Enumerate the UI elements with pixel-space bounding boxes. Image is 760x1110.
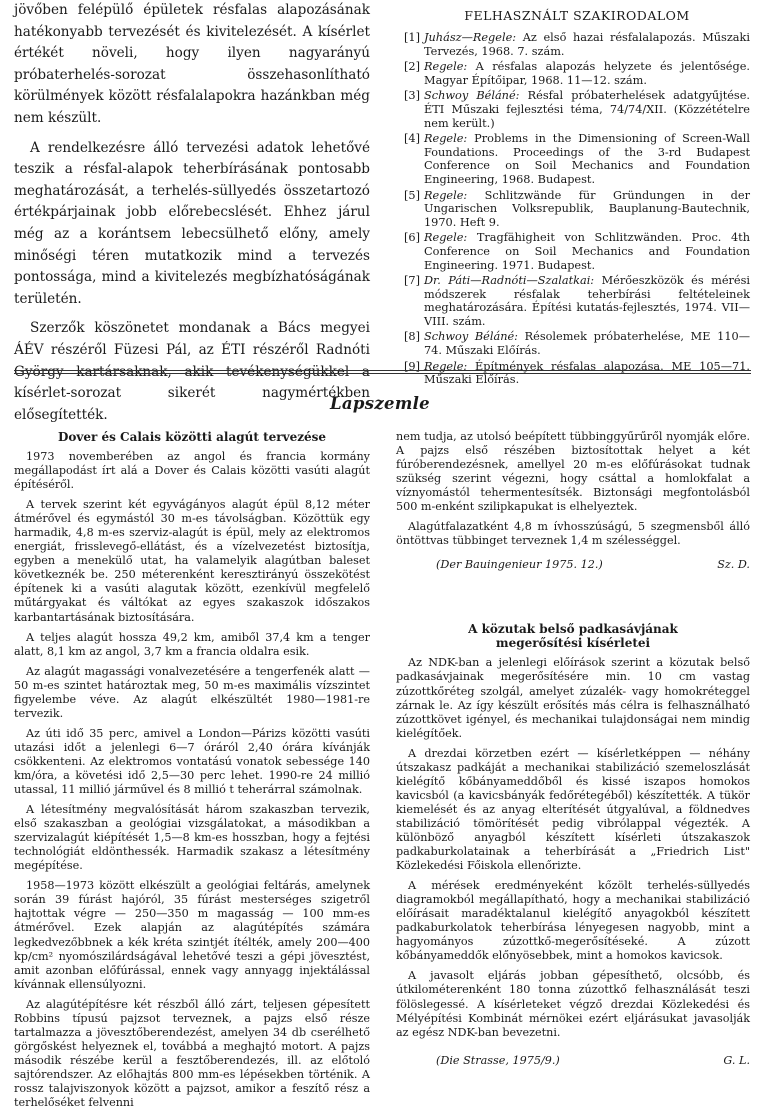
article-source: (Die Strasse, 1975/9.) (436, 1053, 560, 1067)
reference-citation: Schlitzwände für Gründungen in der Ungarischen Volksrepublik, Bauplanung-Bautechnik, 1970. Heft 9. (424, 188, 750, 229)
reference-text (424, 189, 750, 230)
article-source: (Der Bauingenieur 1975. 12.) (436, 558, 603, 572)
paragraph: nem tudja, az utolsó beépített tübbinggyűrűről nyomják előre. A pajzs első részében biztosítottak helyet a két fúróberendezésnek, amellyel 20 m-es előfúrásokat tudnak szükség szerint végezni, hogy csáttal a homlokfalat a víznyomástól tehermentesítsék. Biztonsági megfontolásból 500 m-enként szilipkapukat is elhelyeztek. (396, 430, 750, 514)
paragraph: 1958—1973 között elkészült a geológiai feltárás, amelynek során 39 fúrást hajóról, 35 fúrást mesterséges szigetről hajtottak végre — 250—350 m magasság — 100 mm-es átmérővel. Ezek alapján az alagútépítés számára legkedvezőbbnek a kék kréta szintjét ítélték, amely 200—400 kp/cm² nyomószilárdságával lehetővé teszi a gépi jövesztést, amit azonban előfúrással, ennek vagy annyagg injektálással kívánnak ellensúlyozni. (14, 879, 370, 991)
reference-number: [4] (404, 132, 421, 146)
reference-item (404, 189, 750, 230)
article-title: Dover és Calais közötti alagút tervezése (57, 430, 327, 444)
reference-author: Schwoy Béláné: (424, 330, 518, 344)
article-signature: G. L. (723, 1053, 750, 1067)
reference-number: [2] (404, 60, 421, 74)
reference-author: Regele: (424, 359, 468, 373)
references-list (404, 31, 750, 387)
reference-text (424, 89, 750, 130)
reference-number: [6] (404, 231, 421, 245)
divider (14, 370, 751, 371)
reference-number: [9] (404, 359, 421, 373)
reference-number: [7] (404, 274, 421, 288)
paragraph: Az úti idő 35 perc, amivel a London—Párizs közötti vasúti utazási időt a jelenlegi 6—7 óráról 2,40 órára kívánják csökkenteni. Az elektromos vontatású vonatok sebessége 140 km/óra, a követési idő 2,5—30 perc lehet. 1990-re 24 millió utassal, 11 millió járművel és 8 millió t teherárral számolnak. (14, 726, 370, 797)
article-body (396, 656, 750, 1039)
reference-author: Dr. Páti—Radnóti—Szalatkai: (424, 274, 595, 288)
reference-author: Regele: (424, 132, 468, 146)
reference-number: [5] (404, 188, 421, 202)
paragraph: A teljes alagút hossza 49,2 km, amiből 37,4 km a tenger alatt, 8,1 km az angol, 3,7 km a francia oldalra esik. (14, 630, 370, 658)
paragraph: A rendelkezésre álló tervezési adatok lehetővé teszik a résfal-alapok teherbírásának pontosabb meghatározását, a terhelés-süllyedés összetartozó értékpárjainak jobb előrebecslését. Ehhez járul még az a korántsem lebecsülhető előny, amely minőségi téren mutatkozik mind a tervezés pontossága, mind a kivitelezés megbízhatóságának területén. (14, 139, 370, 307)
reference-citation: Problems in the Dimensioning of Screen-Wall Foundations. Proceedings of the 3-rd Budapest Conference on Soil Mechanics and Foundation Engineering, 1968. Budapest. (424, 132, 750, 186)
article-signature: Sz. D. (717, 558, 750, 572)
reference-item (404, 231, 750, 272)
paragraph: Az NDK-ban a jelenlegi előírások szerint a közutak belső padkasávjainak megerősítésére min. 10 cm vastag zúzottkőréteg szolgál, amelyet zúzalék- vagy homokréteggel zárnak le. Az így készült erősítés más célra is felhasználható zúzottkövet igényel, és mechanikai tulajdonságai nem mindig kielégítőek. (396, 656, 750, 740)
paragraph: Alagútfalazatként 4,8 m ívhosszúságú, 5 szegmensből álló öntöttvas tübbinget terveznek 1,4 m szélességgel. (396, 520, 750, 548)
paragraph: Az alagútépítésre két részből álló zárt, teljesen gépesített Robbins típusú pajzsot terveznek, a pajzs első része tartalmazza a jövesztőberendezést, amelyen 34 db cserélhető görgőskést helyeznek el, továbbá a meghajtó motort. A pajzs második részébe kerül a fesztőberendezés, ill. az előtoló sajtórendszer. Az előhajtás 800 mm-es lépésekben történik. A rossz talajviszonyok között a pajzsot, amikor a feszítő rész a terhelőséket felvenni (14, 997, 370, 1110)
reference-citation: Résolemek próbaterhelése, ME 110—74. Műszaki Előírás. (424, 330, 750, 358)
reference-citation: Építmények résfalas alapozása. ME 105—71. Műszaki Előírás. (424, 359, 750, 387)
reference-item (404, 274, 750, 328)
reference-citation: Tragfähigheit von Schlitzwänden. Proc. 4th Conference on Soil Mechanics and Foundation Engineering. 1971. Budapest. (424, 231, 750, 272)
article-dover-calais (14, 430, 370, 1110)
paragraph: Az alagút magassági vonalvezetésére a tengerfenék alatt —50 m-es szintet határoztak meg, 50 m-es maximális vízszintet figyelembe véve. Az alagút elkészültét 1980—1981-re tervezik. (14, 664, 370, 720)
reference-item (404, 31, 750, 58)
article-body (14, 450, 370, 1110)
reference-item (404, 89, 750, 130)
reference-item (404, 60, 750, 87)
paragraph: A drezdai körzetben ezért — kísérletképpen — néhány útszakasz padkáját a mechanikai stabilizáció szemeloszlását kielégítő kőbányameddőből és kissé iszapos homokos kavicsból (a kavicsbányák fedőrétegéből) készítették. A tükör kiemelését és az anyag elterítését útgyalúval, a földnedves stabilizáció tömörítését pedig vibrólappal végezték. A különböző anyagból készített kísérleti útszakaszok padkaburkolatainak a teherbírását a „Friedrich List" Közlekedési Főiskola ellenőrizte. (396, 746, 750, 873)
reference-citation: A résfalas alapozás helyzete és jelentősége. Magyar Építőipar, 1968. 11—12. szám. (424, 60, 750, 87)
reference-author: Regele: (424, 231, 468, 245)
section-title: Lapszemle (330, 394, 430, 413)
reference-item (404, 330, 750, 357)
paragraph: A tervek szerint két egyvágányos alagút épül 8,12 méter átmérővel és egymástól 30 m-es távolságban. Közöttük egy harmadik, 4,8 m-es szerviz-alagút is épül, mely az elektromos energiát, frisslevegő-ellátást, és a vízelvezetést biztosítja, egyben a menekülő utat, ha valamelyik alagútban baleset következnék be. 250 méterenként keresztirányú összekötést építenek ki a vasúti alagutak között, ezenkívül megfelelő műtárgyakat és váltókat az egyes szakaszok időszakos karbantartásának biztosítására. (14, 498, 370, 624)
paragraph: jövőben felépülő épületek résfalas alapozásának hatékonyabb tervezését és kivitelezését. A kísérlet értékét növeli, hogy ilyen nagyarányú próbaterhelés-sorozat összehasonlítható körülmények között résfalalapokra hazánkban még nem készült. (14, 2, 370, 126)
references-block (404, 8, 750, 389)
reference-citation: Résfal próbaterhelések adatgyűjtése. ÉTI Műszaki fejlesztési téma, 74/74/XII. (Közzétételre nem került.) (424, 89, 751, 130)
reference-text (424, 60, 750, 87)
reference-number: [1] (404, 31, 421, 44)
reference-text (424, 330, 750, 357)
paragraph: A létesítmény megvalósítását három szakaszban tervezik, első szakaszban a geológiai vizsgálatokat, a másodikban a szervizalagút kiépítését 1,5—8 km-es hosszban, hogy a fejtési technológiát eldönthessék. Harmadik szakasz a létesítmény megépítése. (14, 803, 370, 873)
paragraph: A javasolt eljárás jobban gépesíthető, olcsóbb, és útkilométerenként 180 tonna zúzottkő felhasználását teszi fölöslegessé. A kísérleteket végző drezdai Közlekedési és Mélyépítési Kombinát mérnökei ezért eljárásukat javasolják az egész NDK-ban bevezetni. (396, 969, 750, 1039)
article-source-line (396, 558, 750, 572)
article-title: A közutak belső padkasávjának megerősítési kísérletei (468, 622, 678, 651)
reference-text (424, 132, 750, 186)
reference-text (424, 31, 750, 58)
reference-citation: Az első hazai résfalalapozás. Műszaki Tervezés, 1968. 7. szám. (424, 31, 750, 58)
reference-author: Regele: (424, 60, 468, 74)
paragraph: A mérések eredményeként kőzölt terhelés-süllyedés diagramokból megállapítható, hogy a mechanikai stabilizáció előírásait maradéktalanul kielégítő anyagokból készített padkaburkolatok teherbírása lényegesen nagyobb, mint a hagyományos zúzottkő-megerősítéseké. A zúzott kőbányameddők előnyösebbek, mint a homokos kavicsok. (396, 879, 750, 963)
paragraph: 1973 novemberében az angol és francia kormány megállapodást írt alá a Dover és Calais közötti vasúti alagút építéséről. (14, 450, 370, 492)
references-title: FELHASZNÁLT SZAKIRODALOM (464, 8, 690, 23)
right-column (396, 430, 750, 1068)
reference-text (424, 231, 750, 272)
reference-citation: Mérőeszközök és mérési módszerek résfalak teherbírási feltételeinek meghatározására. Építési kutatás-fejlesztés, 1974. VII—VIII. szám. (424, 274, 750, 328)
article-body-continued (396, 430, 750, 548)
paragraph: Szerzők köszönetet mondanak a Bács megyei ÁÉV részéről Füzesi Pál, az ÉTI részéről Radnóti György kartársaknak, akik tevékenységükkel a kísérlet-sorozat sikerét nagymértékben elősegítették. (14, 320, 370, 423)
continued-article (14, 0, 370, 426)
reference-author: Regele: (424, 188, 468, 202)
reference-author: Schwoy Béláné: (424, 89, 520, 103)
reference-number: [3] (404, 89, 421, 103)
reference-number: [8] (404, 330, 421, 344)
reference-author: Juhász—Regele: (424, 31, 517, 44)
reference-text (424, 274, 750, 328)
divider (14, 373, 751, 374)
article-source-line (396, 1054, 750, 1068)
reference-item (404, 132, 750, 186)
